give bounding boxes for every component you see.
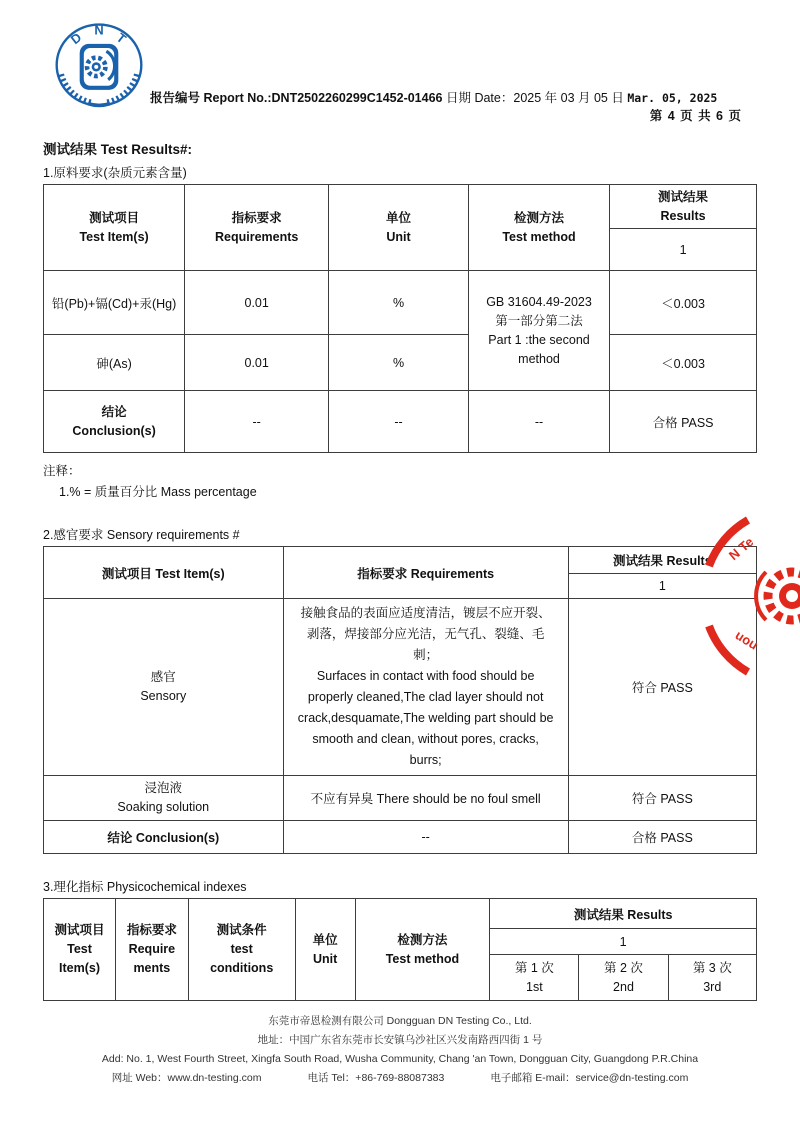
col-test-conditions — [188, 899, 295, 1001]
report-date-en: Mar. 05, 2025 — [627, 91, 718, 105]
company-name: 东莞市帝恩检测有限公司 Dongguan DN Testing Co., Ltd. — [268, 1015, 532, 1027]
section2-title: 2.感官要求 Sensory requirements # — [43, 528, 240, 542]
item-en: Sensory — [140, 689, 187, 703]
col-unit — [329, 185, 469, 271]
col-test-item-en: Test Item(s) — [79, 229, 149, 244]
col-trial-2 — [579, 955, 668, 1001]
col-unit-en: Unit — [386, 229, 411, 244]
cell-test-item — [44, 776, 284, 821]
cell-result: 符合 PASS — [568, 776, 756, 821]
report-number-line — [150, 88, 717, 106]
cell-test-item: 砷(As) — [44, 335, 185, 391]
notes-label: 注释： — [43, 464, 81, 478]
section3-title: 3.理化指标 Physicochemical indexes — [43, 880, 247, 894]
contact-line — [43, 1071, 757, 1086]
trial1-zh: 第 1 次 — [514, 960, 554, 975]
col-cond-l3: conditions — [210, 961, 274, 975]
col-results-en: Results — [660, 208, 706, 223]
raw-material-table — [43, 184, 757, 453]
sensory-table — [43, 546, 760, 854]
col-requirements — [116, 899, 189, 1001]
conclusion-row — [44, 821, 757, 854]
website: 网址 Web：www.dn-testing.com — [111, 1072, 262, 1084]
notes — [43, 461, 757, 500]
trial3-zh: 第 3 次 — [692, 960, 732, 975]
cell-requirement: -- — [185, 391, 329, 453]
cell-test-method — [468, 271, 609, 391]
address-zh: 地址：中国广东省东莞市长安镇乌沙社区兴发南路西四街 1 号 — [257, 1034, 543, 1046]
col-unit — [295, 899, 355, 1001]
col-method-l2: Test method — [385, 951, 460, 966]
stamp-arc-top-text: N Te — [725, 534, 757, 564]
svg-text:N: N — [94, 22, 104, 38]
col-unit-l2: Unit — [312, 951, 338, 966]
conclusion-row — [44, 391, 757, 453]
trial2-en: 2nd — [613, 979, 634, 994]
table-row — [44, 271, 757, 335]
col-item-l1: 测试项目 — [54, 923, 105, 937]
col-item-l3: Item(s) — [59, 961, 100, 975]
cell-requirement — [283, 599, 568, 776]
col-method-l1: 检测方法 — [397, 932, 448, 947]
cell-result: ＜0.003 — [610, 335, 757, 391]
table-row — [44, 599, 757, 776]
cell-requirement: 0.01 — [185, 335, 329, 391]
conclusion-zh: 结论 — [101, 404, 127, 419]
table-row — [44, 335, 757, 391]
results-sample-number: 1 — [610, 229, 757, 271]
col-unit-zh: 单位 — [386, 210, 412, 225]
col-test-method — [355, 899, 490, 1001]
svg-text:D: D — [67, 29, 85, 48]
note-item: 1.% = 质量百分比 Mass percentage — [59, 485, 257, 499]
col-cond-l2: test — [230, 942, 253, 956]
requirement-en: Surfaces in contact with food should be properly cleaned,The clad layer should not crack,desquamate,The welding part should be smooth and clean, without pores, cracks, burrs; — [297, 669, 554, 767]
item-zh: 浸泡液 — [144, 781, 183, 795]
cell-unit: % — [329, 335, 469, 391]
svg-text:T: T — [113, 29, 130, 47]
report-body — [43, 138, 760, 1086]
results-sample-number: 1 — [490, 929, 757, 955]
cell-conclusion-label: 结论 Conclusion(s) — [44, 821, 284, 854]
col-test-method-zh: 检测方法 — [514, 210, 565, 225]
cell-unit: % — [329, 271, 469, 335]
col-cond-l1: 测试条件 — [216, 923, 267, 937]
cell-requirement: 0.01 — [185, 271, 329, 335]
col-req-l3: ments — [133, 961, 171, 975]
section1-title: 1.原料要求(杂质元素含量) — [43, 166, 187, 180]
stamp-arc-bottom-text: non — [731, 629, 760, 655]
cell-conclusion-label — [44, 391, 185, 453]
dnt-logo-icon — [53, 20, 145, 115]
trial2-zh: 第 2 次 — [604, 960, 643, 975]
results-sample-number: 1 — [568, 574, 756, 599]
col-requirements: 指标要求 Requirements — [283, 547, 568, 599]
col-results-zh: 测试结果 — [658, 189, 709, 204]
col-item-l2: Test — [67, 942, 92, 956]
col-unit-l1: 单位 — [312, 932, 338, 947]
col-requirements-en: Requirements — [215, 229, 299, 244]
item-zh: 感官 — [150, 670, 176, 684]
col-results: 测试结果 Results — [490, 899, 757, 929]
col-req-l2: Require — [128, 942, 176, 956]
physicochemical-table — [43, 898, 757, 1001]
report-header — [0, 0, 800, 130]
col-req-l1: 指标要求 — [126, 923, 177, 937]
report-number: 报告编号 Report No.:DNT2502260299C1452-01466 — [150, 91, 443, 105]
report-footer — [43, 1014, 757, 1086]
col-results: 测试结果 Results — [568, 547, 756, 574]
col-test-item-zh: 测试项目 — [89, 210, 140, 225]
cell-test-item: 铅(Pb)+镉(Cd)+汞(Hg) — [44, 271, 185, 335]
report-date: 日期 Date：2025 年 03 月 05 日 — [445, 91, 624, 105]
cell-result: ＜0.003 — [610, 271, 757, 335]
cell-test-method: -- — [468, 391, 609, 453]
table-row — [44, 776, 757, 821]
cell-unit: -- — [329, 391, 469, 453]
cell-result: 合格 PASS — [568, 821, 756, 854]
col-test-item — [44, 899, 116, 1001]
col-requirements — [185, 185, 329, 271]
page-number: 第 4 页 共 6 页 — [649, 109, 742, 123]
col-requirements-zh: 指标要求 — [231, 210, 282, 225]
col-trial-3 — [668, 955, 756, 1001]
method-line: GB 31604.49-2023 — [486, 294, 592, 309]
col-test-method-en: Test method — [502, 229, 576, 244]
requirement-zh: 接触食品的表面应适度清洁，镀层不应开裂、剥落，焊接部分应光洁，无气孔、裂缝、毛刺； — [300, 606, 551, 662]
col-results — [610, 185, 757, 229]
cell-requirement: -- — [283, 821, 568, 854]
email: 电子邮箱 E-mail：service@dn-testing.com — [490, 1072, 689, 1084]
telephone: 电话 Tel：+86-769-88087383 — [307, 1072, 445, 1084]
address-en: Add: No. 1, West Fourth Street, Xingfa South Road, Wusha Community, Chang 'an Town, Dongguan City, Guangdong P.R.China — [101, 1053, 699, 1065]
method-line: 第一部分第二法 — [495, 313, 583, 328]
col-test-item — [44, 185, 185, 271]
cell-requirement: 不应有异臭 There should be no foul smell — [283, 776, 568, 821]
cell-test-item — [44, 599, 284, 776]
item-en: Soaking solution — [117, 800, 210, 814]
col-test-method — [468, 185, 609, 271]
cell-result: 合格 PASS — [610, 391, 757, 453]
col-trial-1 — [490, 955, 579, 1001]
col-test-item: 测试项目 Test Item(s) — [44, 547, 284, 599]
method-line: Part 1 :the second method — [488, 332, 590, 366]
trial1-en: 1st — [526, 979, 543, 994]
conclusion-en: Conclusion(s) — [72, 423, 156, 438]
cell-result: 符合 PASS — [568, 599, 756, 776]
trial3-en: 3rd — [703, 979, 722, 994]
results-heading: 测试结果 Test Results#: — [43, 142, 193, 157]
